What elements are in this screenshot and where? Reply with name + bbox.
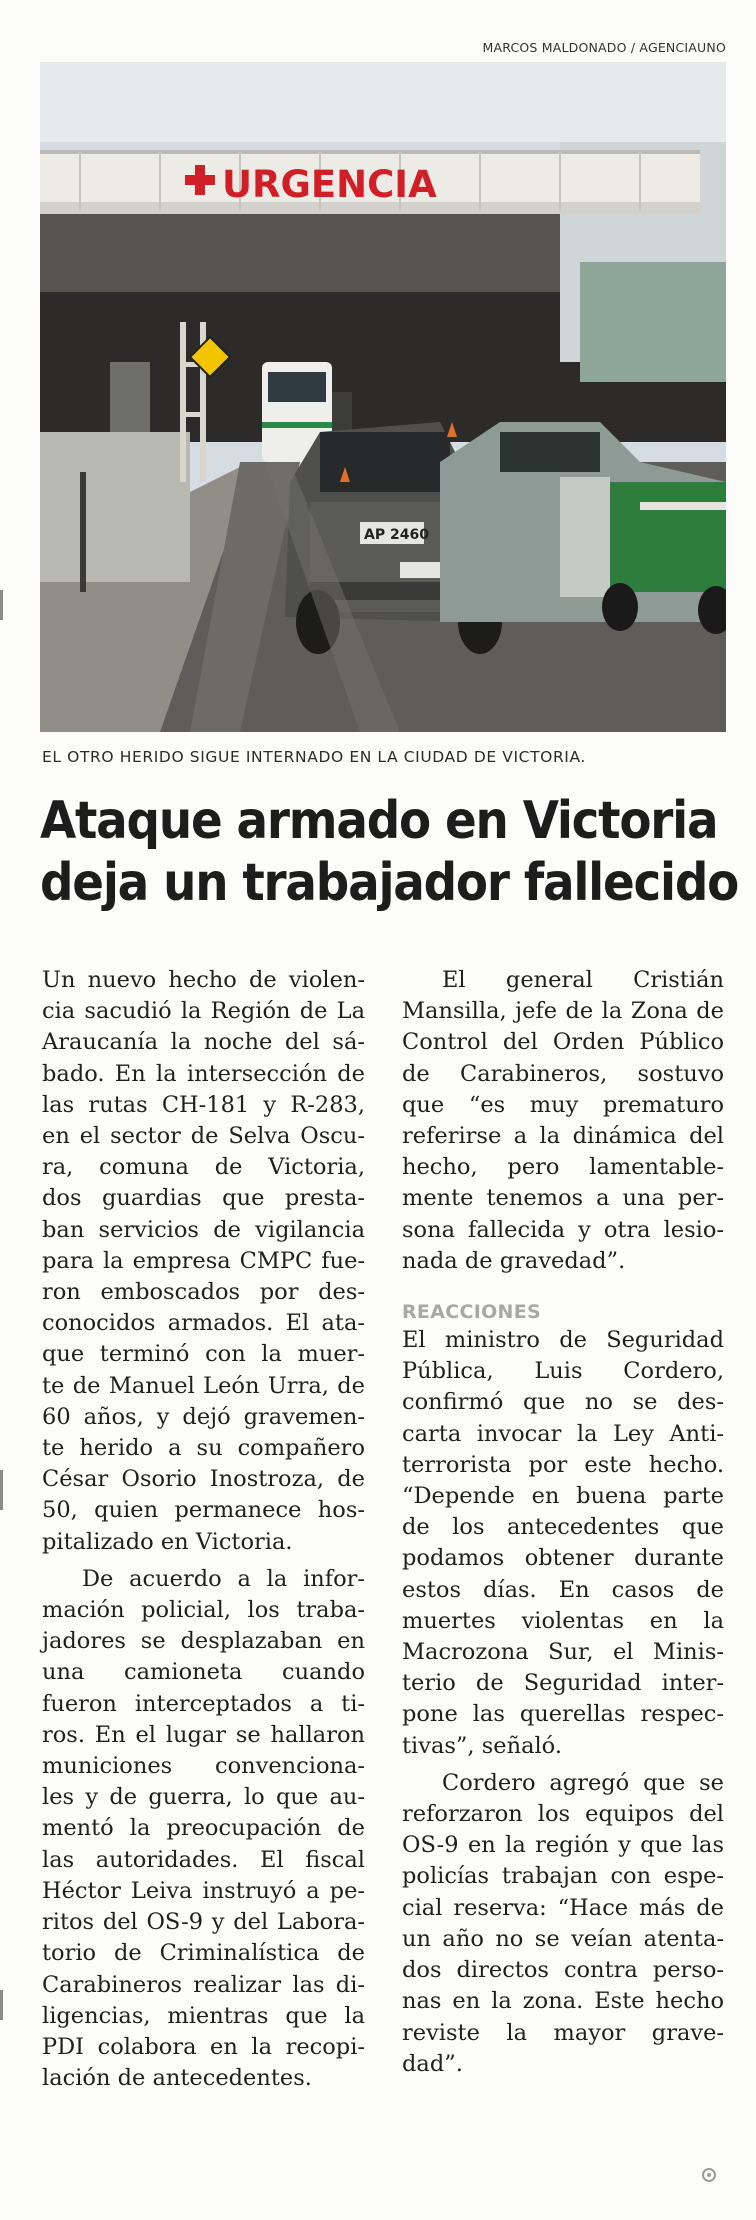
text-line: Mansilla, jefe de la Zona de: [402, 998, 724, 1025]
article-end-icon: [702, 2168, 716, 2182]
section-subhead: REACCIONES: [402, 1301, 541, 1324]
urgencia-sign: URGENCIA: [222, 163, 437, 206]
page-edge-mark: [0, 1990, 3, 2020]
text-line: les y de guerra, lo que au-: [42, 1784, 365, 1811]
text-line: te de Manuel León Urra, de: [42, 1372, 365, 1399]
text-line: para la empresa CMPC fue-: [42, 1247, 365, 1274]
text-line: tivas”, señaló.: [402, 1732, 562, 1759]
text-line: Macrozona Sur, el Minis-: [402, 1639, 724, 1666]
text-line: Pública, Luis Cordero,: [402, 1358, 724, 1385]
text-line: jadores se desplazaban en: [42, 1628, 365, 1655]
text-line: mación policial, los traba-: [42, 1597, 365, 1624]
text-line: podamos obtener durante: [402, 1545, 724, 1572]
text-line: Cordero agregó que se: [442, 1769, 724, 1796]
text-line: de los antecedentes que: [402, 1514, 724, 1541]
text-line: ros. En el lugar se hallaron: [42, 1721, 365, 1748]
paragraph: [42, 1564, 365, 2094]
text-line: ra, comuna de Victoria,: [42, 1154, 365, 1181]
text-line: pitalizado en Victoria.: [42, 1528, 293, 1555]
text-line: municiones convenciona-: [42, 1753, 365, 1780]
text-line: de Carabineros, sostuvo: [402, 1060, 724, 1087]
text-line: cial reserva: “Hace más de: [402, 1894, 724, 1921]
text-line: carta invocar la Ley Anti-: [402, 1420, 724, 1447]
text-line: El general Cristián: [442, 967, 724, 993]
text-line: que “es muy prematuro: [402, 1091, 724, 1118]
text-line: confirmó que no se des-: [402, 1389, 724, 1416]
text-line: te herido a su compañero: [42, 1435, 365, 1462]
text-line: nas en la zona. Este hecho: [402, 1988, 724, 2015]
article-headline: [40, 790, 739, 914]
paragraph: [42, 965, 365, 1558]
text-line: Héctor Leiva instruyó a pe-: [42, 1877, 365, 1904]
text-line: conocidos armados. El ata-: [42, 1310, 365, 1337]
text-line: policías trabajan con espe-: [402, 1863, 724, 1890]
text-line: referirse a la dinámica del: [402, 1123, 724, 1150]
text-line: las autoridades. El fiscal: [42, 1846, 365, 1873]
text-line: mente tenemos a una per-: [402, 1185, 724, 1212]
vehicle-plate: AP 2460: [364, 527, 429, 543]
paragraph: [402, 1768, 724, 2080]
text-line: sona fallecida y otra lesio-: [402, 1216, 724, 1243]
text-line: terio de Seguridad inter-: [402, 1670, 724, 1697]
text-line: ligencias, mientras que la: [42, 2002, 365, 2029]
text-line: El ministro de Seguridad: [402, 1327, 724, 1354]
text-line: OS-9 en la región y que las: [402, 1832, 724, 1859]
text-line: Carabineros realizar las di-: [42, 1971, 365, 1998]
photo-caption: EL OTRO HERIDO SIGUE INTERNADO EN LA CIUDAD DE VICTORIA.: [42, 748, 586, 766]
text-line: fueron interceptados a ti-: [42, 1690, 365, 1717]
text-line: bado. En la intersección de: [42, 1060, 365, 1087]
text-line: ritos del OS-9 y del Labora-: [42, 1909, 365, 1936]
text-line: lación de antecedentes.: [42, 2065, 312, 2092]
paragraph: [402, 1325, 724, 1762]
text-line: 50, quien permanece hos-: [42, 1497, 365, 1524]
text-line: ron emboscados por des-: [42, 1279, 365, 1306]
text-line: PDI colabora en la recopi-: [42, 2033, 365, 2060]
paragraph: [402, 965, 724, 1277]
text-line: reviste la mayor grave-: [402, 2019, 724, 2046]
text-line: hecho, pero lamentable-: [402, 1154, 724, 1181]
text-line: nada de gravedad”.: [402, 1247, 626, 1274]
text-line: que terminó con la muer-: [42, 1341, 365, 1368]
text-line: dos directos contra perso-: [402, 1957, 724, 1984]
headline-line: Ataque armado en Victoria: [40, 791, 718, 851]
article-column-left: [42, 965, 365, 2094]
text-line: ban servicios de vigilancia: [42, 1216, 365, 1243]
text-line: en el sector de Selva Oscu-: [42, 1123, 365, 1150]
photo-credit: MARCOS MALDONADO / AGENCIAUNO: [482, 40, 726, 55]
text-line: un año no se veían atenta-: [402, 1925, 724, 1952]
news-photo: [40, 62, 726, 732]
text-line: César Osorio Inostroza, de: [42, 1466, 365, 1493]
text-line: terrorista por este hecho.: [402, 1451, 724, 1478]
text-line: una camioneta cuando: [42, 1659, 365, 1686]
article-column-right: [402, 965, 724, 2080]
headline-line: deja un trabajador fallecido: [40, 853, 739, 913]
text-line: Control del Orden Público: [402, 1029, 724, 1056]
text-line: reforzaron los equipos del: [402, 1801, 724, 1828]
text-line: muertes violentas en la: [402, 1607, 724, 1634]
text-line: 60 años, y dejó gravemen-: [42, 1403, 365, 1430]
text-line: mentó la preocupación de: [42, 1815, 365, 1842]
text-line: estos días. En casos de: [402, 1576, 724, 1603]
text-line: Araucanía la noche del sá-: [42, 1029, 365, 1056]
text-line: De acuerdo a la infor-: [82, 1565, 365, 1592]
page-edge-mark: [0, 1470, 3, 1510]
page-edge-mark: [0, 590, 3, 620]
text-line: dad”.: [402, 2050, 463, 2077]
text-line: las rutas CH-181 y R-283,: [42, 1091, 365, 1118]
text-line: cia sacudió la Región de La: [42, 998, 365, 1025]
text-line: Un nuevo hecho de violen-: [42, 967, 365, 993]
text-line: dos guardias que presta-: [42, 1185, 365, 1212]
text-line: pone las querellas respec-: [402, 1701, 724, 1728]
text-line: torio de Criminalística de: [42, 1940, 365, 1967]
text-line: “Depende en buena parte: [402, 1483, 724, 1510]
